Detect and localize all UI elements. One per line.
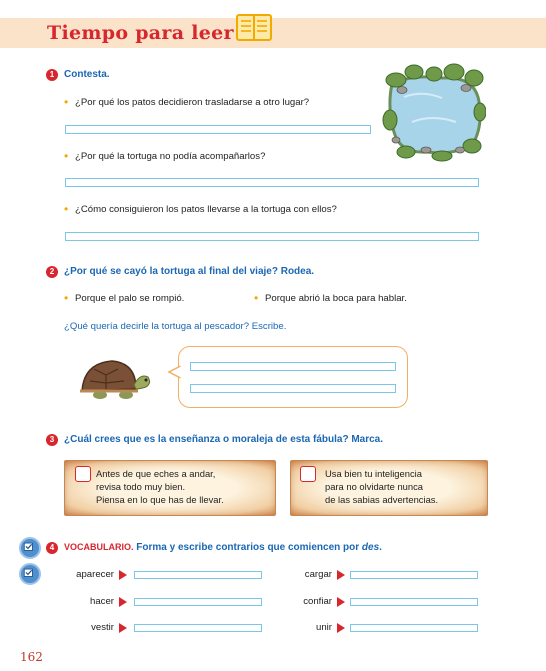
question-4-prefix: des: [361, 542, 380, 553]
moral-checkbox-2[interactable]: [300, 466, 316, 482]
moral-checkbox-1[interactable]: [75, 466, 91, 482]
vocab-answer-line[interactable]: [134, 624, 262, 632]
question-2-subtitle: ¿Qué quería decirle la tortuga al pescador? Escribe.: [64, 321, 287, 332]
speech-bubble: [178, 346, 408, 408]
arrow-right-icon: [337, 570, 345, 580]
bullet: •: [64, 149, 69, 163]
question-1-title: Contesta.: [64, 69, 110, 80]
question-1a-text: ¿Por qué los patos decidieron trasladarse a otro lugar?: [75, 97, 310, 108]
moral-line: para no olvidarte nunca: [325, 481, 423, 492]
vocab-word: vestir: [91, 622, 114, 633]
question-number-4: 4: [46, 542, 58, 554]
activity-check-icon[interactable]: [19, 537, 41, 559]
arrow-right-icon: [119, 570, 127, 580]
vocab-answer-line[interactable]: [350, 571, 478, 579]
vocab-answer-line[interactable]: [134, 598, 262, 606]
moral-line: Usa bien tu inteligencia: [325, 468, 422, 479]
vocab-answer-line[interactable]: [350, 598, 478, 606]
vocab-word: hacer: [90, 596, 114, 607]
question-4-title: Forma y escribe contrarios que comiencen por: [136, 542, 360, 553]
answer-line-2b[interactable]: [190, 384, 396, 393]
answer-line-1b[interactable]: [65, 178, 479, 187]
arrow-right-icon: [119, 597, 127, 607]
vocab-word: confiar: [303, 596, 332, 607]
arrow-right-icon: [337, 623, 345, 633]
activity-check-icon[interactable]: [19, 563, 41, 585]
answer-line-2a[interactable]: [190, 362, 396, 371]
bullet: •: [64, 291, 69, 305]
arrow-right-icon: [119, 623, 127, 633]
vocab-word: cargar: [304, 569, 332, 580]
moral-line: Antes de que eches a andar,: [96, 468, 216, 479]
turtle-illustration: [76, 355, 152, 401]
question-1b-text: ¿Por qué la tortuga no podía acompañarlos?: [75, 151, 266, 162]
page-number: 162: [20, 650, 43, 664]
question-1c-text: ¿Cómo consiguieron los patos llevarse a la tortuga con ellos?: [75, 204, 337, 215]
answer-line-1c[interactable]: [65, 232, 479, 241]
option-2b[interactable]: Porque abrió la boca para hablar.: [265, 293, 407, 304]
arrow-right-icon: [337, 597, 345, 607]
question-number-3: 3: [46, 434, 58, 446]
vocab-answer-line[interactable]: [134, 571, 262, 579]
question-number-2: 2: [46, 266, 58, 278]
moral-line: Piensa en lo que has de llevar.: [96, 494, 224, 505]
moral-line: de las sabias advertencias.: [325, 494, 439, 505]
question-2-title: ¿Por qué se cayó la tortuga al final del viaje? Rodea.: [64, 266, 315, 277]
vocab-word: unir: [316, 622, 332, 633]
question-4-title-row: [64, 542, 382, 553]
page-title: Tiempo para leer: [47, 22, 234, 44]
open-book-icon: [236, 12, 272, 42]
bullet: •: [64, 95, 69, 109]
answer-line-1a[interactable]: [65, 125, 371, 134]
speech-bubble-tail: [168, 365, 181, 379]
question-3-title: ¿Cuál crees que es la enseñanza o moraleja de esta fábula? Marca.: [64, 434, 384, 445]
bullet: •: [254, 291, 259, 305]
moral-line: revisa todo muy bien.: [96, 481, 186, 492]
vocabulary-label: VOCABULARIO.: [64, 542, 134, 552]
question-number-1: 1: [46, 69, 58, 81]
question-4-title-end: .: [379, 542, 382, 553]
bullet: •: [64, 202, 69, 216]
pond-illustration: [382, 62, 486, 162]
vocab-word: aparecer: [76, 569, 114, 580]
vocab-answer-line[interactable]: [350, 624, 478, 632]
option-2a[interactable]: Porque el palo se rompió.: [75, 293, 185, 304]
